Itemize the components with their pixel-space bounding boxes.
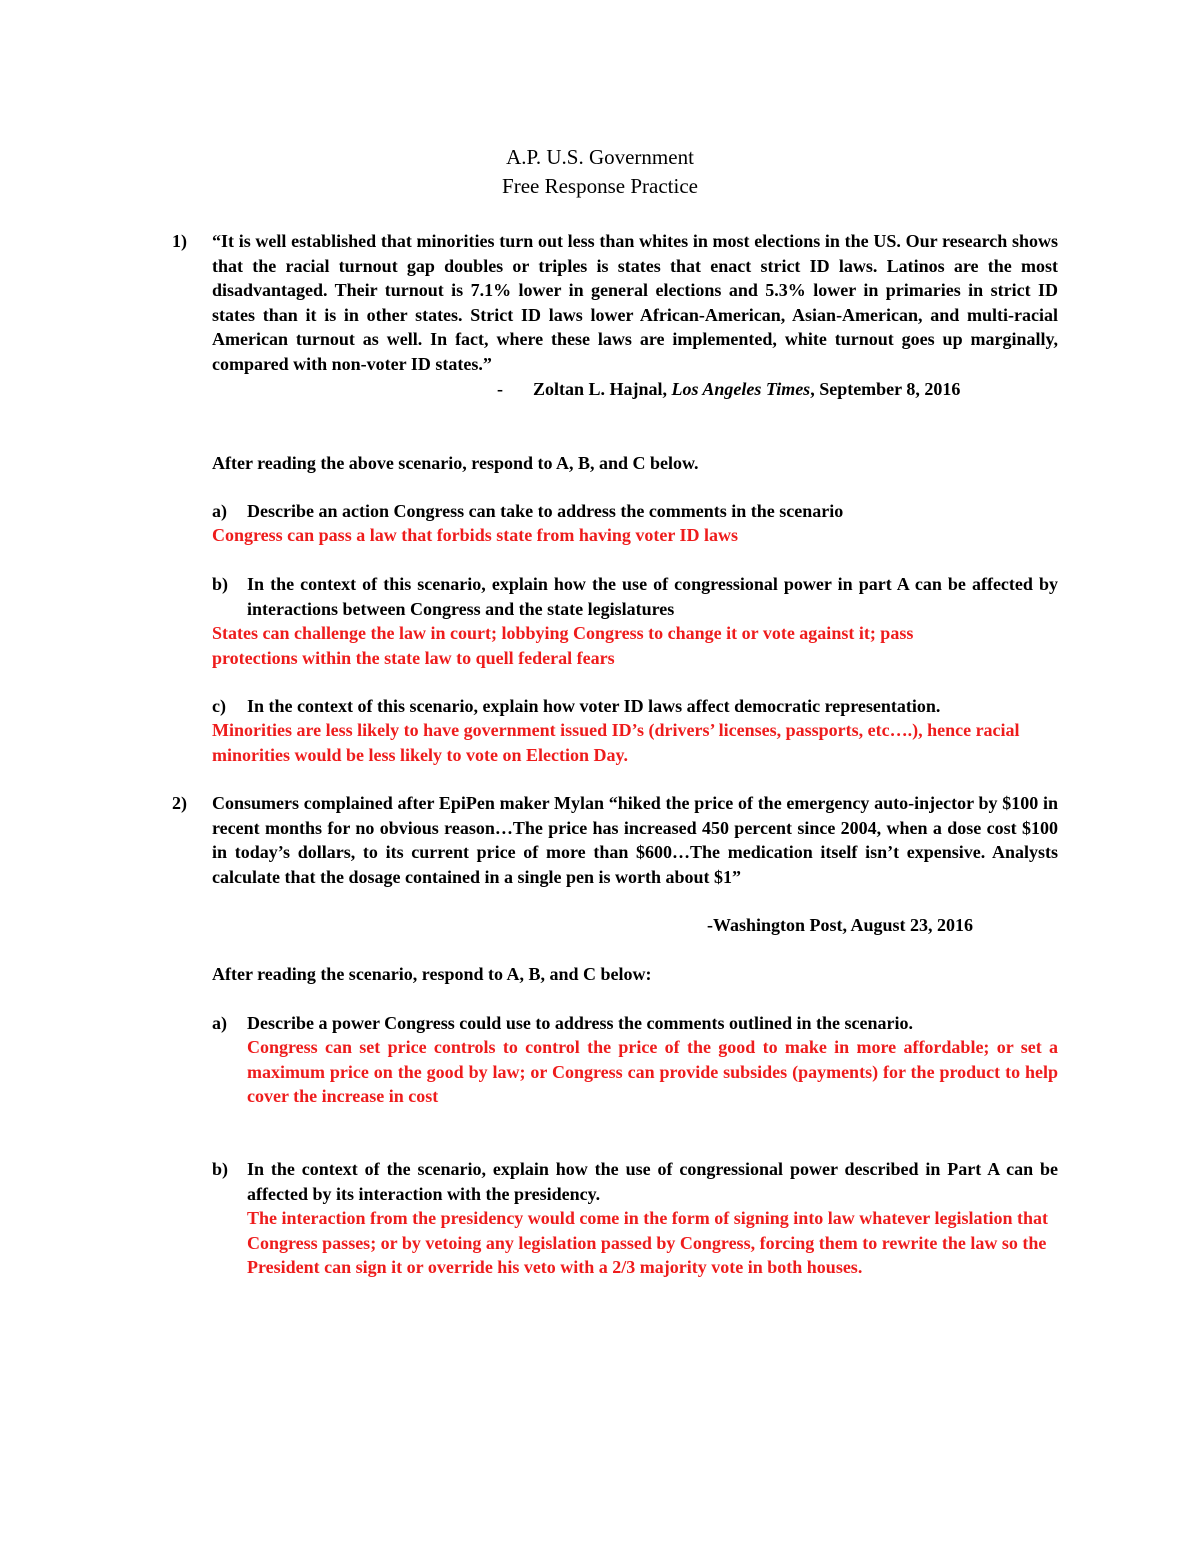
question-2-quote: Consumers complained after EpiPen maker Mylan “hiked the price of the emergency auto-injector by $100 in recent months for no obvious reason…The price has increased 450 percent since 2004, when a dose cost $100 in today’s dollars, to its current price of more than $600…The medication itself isn’t expensive. Analysts calculate that the dosage contained in a single pen is worth about $1” (212, 793, 1058, 887)
document-subtitle: Free Response Practice (502, 174, 698, 198)
attribution-source: Los Angeles Times (671, 379, 811, 399)
q2-part-b-answer: The interaction from the presidency would come in the form of signing into law whatever legislation that Congress passes; or by vetoing any legislation passed by Congress, forcing them to rewrite the law so the President can sign it or override his veto with a 2/3 majority vote in both houses. (247, 1208, 1048, 1277)
q1-part-a-label: a) (212, 501, 227, 521)
question-1-number: 1) (172, 231, 187, 251)
q1-part-b-question: In the context of this scenario, explain how the use of congressional power in part A can be affected by interactions between Congress and the state legislatures (247, 574, 1058, 619)
question-1-quote: “It is well established that minorities turn out less than whites in most elections in the US. Our research shows that the racial turnout gap doubles or triples is states that enact strict ID laws. Latinos are the most disadvantaged. Their turnout is 7.1% lower in general elections and 5.3% lower in primaries in strict ID states than it is in other states. Strict ID laws lower African-American, Asian-American, and multi-racial American turnout as well. In fact, where these laws are implemented, white turnout goes up marginally, compared with non-voter ID states.” (212, 231, 1058, 374)
question-1-instruction: After reading the above scenario, respond to A, B, and C below. (212, 453, 699, 473)
q1-part-a-answer: Congress can pass a law that forbids state from having voter ID laws (212, 525, 739, 545)
q2-part-a-question: Describe a power Congress could use to address the comments outlined in the scenario. (247, 1013, 913, 1033)
question-2-attribution: -Washington Post, August 23, 2016 (707, 915, 974, 935)
q2-part-a-label: a) (212, 1013, 227, 1033)
q1-part-c-answer: Minorities are less likely to have government issued ID’s (drivers’ licenses, passports, etc….), hence racial minorities would be less likely to vote on Election Day. (212, 720, 1020, 765)
attribution-dash: - (497, 379, 503, 399)
q1-part-b-answer: States can challenge the law in court; lobbying Congress to change it or vote against it; pass protections within the state law to quell federal fears (212, 623, 914, 668)
attribution-date: , September 8, 2016 (810, 379, 961, 399)
q1-part-c-question: In the context of this scenario, explain how voter ID laws affect democratic representation. (247, 696, 941, 716)
q2-part-b-question: In the context of the scenario, explain how the use of congressional power described in Part A can be affected by its interaction with the presidency. (247, 1159, 1058, 1204)
question-2-instruction: After reading the scenario, respond to A, B, and C below: (212, 964, 652, 984)
question-1-attribution (497, 377, 960, 401)
attribution-author: Zoltan L. Hajnal, (533, 379, 672, 399)
q1-part-b-label: b) (212, 574, 229, 594)
document-title: A.P. U.S. Government (506, 145, 694, 169)
q2-part-b-label: b) (212, 1159, 229, 1179)
q2-part-a-answer: Congress can set price controls to control the price of the good to make in more affordable; or set a maximum price on the good by law; or Congress can provide subsides (payments) for the product to help cover the increase in cost (247, 1037, 1058, 1106)
question-2-number: 2) (172, 793, 187, 813)
q1-part-c-label: c) (212, 696, 226, 716)
q1-part-a-question: Describe an action Congress can take to address the comments in the scenario (247, 501, 844, 521)
